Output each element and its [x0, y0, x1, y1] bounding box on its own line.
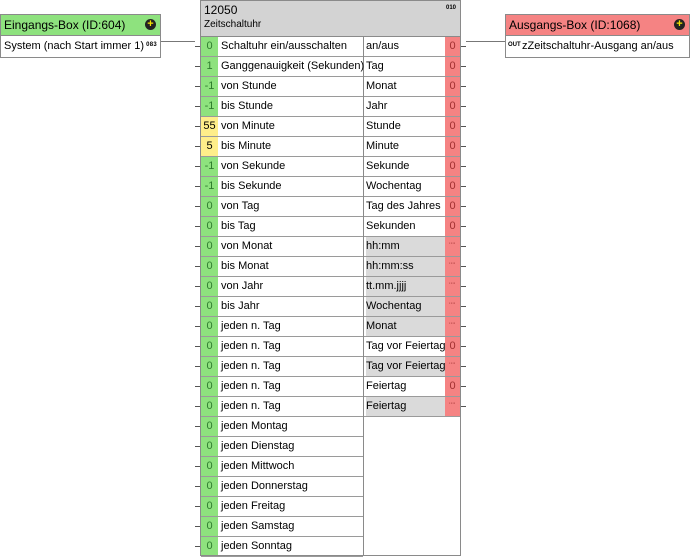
output-pin[interactable] — [461, 146, 466, 147]
input-value[interactable]: 0 — [206, 300, 213, 312]
output-pin[interactable] — [461, 106, 466, 107]
input-pin[interactable] — [195, 526, 200, 527]
input-value[interactable]: 1 — [206, 60, 213, 72]
logic-block[interactable] — [200, 0, 461, 556]
output-label: Tag — [366, 60, 384, 72]
input-row[interactable] — [201, 417, 363, 437]
input-row[interactable] — [201, 197, 363, 217]
output-value: 0 — [449, 60, 456, 72]
input-pin[interactable] — [195, 366, 200, 367]
input-box-row-label[interactable]: System (nach Start immer 1) — [4, 40, 144, 52]
output-pin[interactable] — [461, 46, 466, 47]
output-value: '''' — [449, 363, 456, 369]
input-label: jeden Samstag — [221, 520, 295, 532]
output-row[interactable] — [364, 257, 460, 277]
connector-block-to-output — [466, 41, 505, 42]
input-row[interactable] — [201, 257, 363, 277]
input-value[interactable]: 0 — [206, 540, 213, 552]
input-row[interactable] — [201, 477, 363, 497]
input-label: von Jahr — [221, 280, 264, 292]
input-label: von Sekunde — [221, 160, 286, 172]
output-value: '''' — [449, 243, 456, 249]
output-row[interactable] — [364, 297, 460, 317]
input-label: jeden Dienstag — [221, 440, 295, 452]
input-value[interactable]: 0 — [206, 500, 213, 512]
input-value[interactable]: 5 — [201, 137, 218, 156]
input-pin[interactable] — [195, 446, 200, 447]
output-value: 0 — [449, 160, 456, 172]
input-row[interactable] — [201, 57, 363, 77]
input-label: jeden Freitag — [221, 500, 286, 512]
output-pin[interactable] — [461, 166, 466, 167]
output-pin[interactable] — [461, 246, 466, 247]
output-pin[interactable] — [461, 66, 466, 67]
input-label: jeden n. Tag — [221, 360, 281, 372]
input-box[interactable] — [0, 14, 161, 58]
input-label: bis Minute — [221, 140, 272, 152]
input-row[interactable] — [201, 97, 363, 117]
output-row[interactable] — [364, 37, 460, 57]
output-value: '''' — [449, 303, 456, 309]
input-pin[interactable] — [195, 46, 200, 47]
input-row[interactable] — [201, 517, 363, 537]
output-row[interactable] — [364, 397, 460, 417]
output-label: Tag des Jahres — [366, 200, 441, 212]
input-box-header[interactable] — [1, 15, 160, 36]
input-label: bis Monat — [221, 260, 269, 272]
output-pin[interactable] — [461, 286, 466, 287]
output-row[interactable] — [364, 337, 460, 357]
input-label: von Stunde — [221, 80, 277, 92]
input-row[interactable] — [201, 317, 363, 337]
input-value[interactable]: 0 — [206, 260, 213, 272]
output-box-header[interactable] — [506, 15, 689, 36]
add-icon[interactable]: + — [145, 19, 156, 30]
output-row[interactable] — [364, 77, 460, 97]
input-label: Ganggenauigkeit (Sekunden) — [221, 60, 365, 72]
input-box-title: Eingangs-Box (ID:604) — [4, 18, 126, 32]
output-row[interactable] — [364, 217, 460, 237]
input-row[interactable] — [201, 437, 363, 457]
output-label: Feiertag — [366, 380, 407, 392]
input-row[interactable] — [201, 397, 363, 417]
output-value: 0 — [449, 100, 456, 112]
input-label: jeden Sonntag — [221, 540, 292, 552]
output-value: 0 — [449, 140, 456, 152]
output-row[interactable] — [364, 197, 460, 217]
output-row[interactable] — [364, 117, 460, 137]
output-label: Minute — [366, 140, 400, 152]
input-row[interactable] — [201, 497, 363, 517]
input-pin[interactable] — [195, 186, 200, 187]
input-value[interactable]: 0 — [206, 240, 213, 252]
input-row[interactable] — [201, 177, 363, 197]
output-pin[interactable] — [461, 366, 466, 367]
input-value[interactable]: 0 — [206, 460, 213, 472]
output-row[interactable] — [364, 177, 460, 197]
input-row[interactable] — [201, 37, 363, 57]
output-pin[interactable] — [461, 86, 466, 87]
input-value[interactable]: 0 — [206, 220, 213, 232]
input-pin[interactable] — [195, 166, 200, 167]
input-pin[interactable] — [195, 86, 200, 87]
output-row[interactable] — [364, 97, 460, 117]
input-pin[interactable] — [195, 266, 200, 267]
output-row[interactable] — [364, 377, 460, 397]
input-value[interactable]: 0 — [206, 40, 213, 52]
output-box-row-label[interactable]: zZeitschaltuhr-Ausgang an/aus — [522, 40, 674, 52]
input-value[interactable]: -1 — [204, 180, 215, 192]
input-pin[interactable] — [195, 406, 200, 407]
output-label: Feiertag — [366, 397, 445, 416]
output-pin[interactable] — [461, 406, 466, 407]
input-row[interactable] — [201, 217, 363, 237]
input-row[interactable] — [201, 137, 363, 157]
input-value[interactable]: 0 — [206, 280, 213, 292]
input-label: von Monat — [221, 240, 273, 252]
output-value: 0 — [449, 80, 456, 92]
input-value[interactable]: 0 — [206, 340, 213, 352]
output-value: 0 — [449, 40, 456, 52]
block-header[interactable] — [201, 1, 460, 37]
input-row[interactable] — [201, 277, 363, 297]
input-pin[interactable] — [195, 286, 200, 287]
output-label: Tag vor Feiertag — [366, 340, 445, 352]
input-pin[interactable] — [195, 306, 200, 307]
output-box-title: Ausgangs-Box (ID:1068) — [509, 18, 641, 32]
input-pin[interactable] — [195, 106, 200, 107]
output-pin[interactable] — [461, 226, 466, 227]
input-row[interactable] — [201, 537, 363, 557]
input-value[interactable]: 0 — [206, 480, 213, 492]
input-label: Schaltuhr ein/ausschalten — [221, 40, 347, 52]
output-row[interactable] — [364, 317, 460, 337]
input-value[interactable]: -1 — [204, 160, 215, 172]
input-pin[interactable] — [195, 126, 200, 127]
input-value[interactable]: 0 — [206, 380, 213, 392]
add-icon[interactable]: + — [674, 19, 685, 30]
input-value[interactable]: 0 — [206, 520, 213, 532]
input-row[interactable] — [201, 377, 363, 397]
input-pin[interactable] — [195, 226, 200, 227]
input-value[interactable]: -1 — [204, 80, 215, 92]
input-pin[interactable] — [195, 326, 200, 327]
input-label: bis Stunde — [221, 100, 273, 112]
connector-input-to-block — [161, 41, 195, 42]
input-row[interactable] — [201, 77, 363, 97]
input-value[interactable]: 0 — [206, 200, 213, 212]
input-box-tag: 083 — [146, 42, 157, 48]
output-label: Tag vor Feiertag — [366, 357, 445, 376]
output-label: Wochentag — [366, 180, 422, 192]
input-label: jeden Donnerstag — [221, 480, 308, 492]
input-label: bis Tag — [221, 220, 256, 232]
output-row[interactable] — [364, 277, 460, 297]
output-label: hh:mm:ss — [366, 257, 445, 276]
output-label: Wochentag — [366, 297, 445, 316]
output-label: Sekunden — [366, 220, 416, 232]
input-pin[interactable] — [195, 426, 200, 427]
input-row[interactable] — [201, 237, 363, 257]
input-value[interactable]: 55 — [201, 117, 218, 136]
input-pin[interactable] — [195, 466, 200, 467]
input-value[interactable]: -1 — [204, 100, 215, 112]
input-pin[interactable] — [195, 546, 200, 547]
input-label: jeden n. Tag — [221, 400, 281, 412]
output-value: 0 — [449, 180, 456, 192]
output-row[interactable] — [364, 157, 460, 177]
output-label: Monat — [366, 80, 397, 92]
output-value: 0 — [449, 200, 456, 212]
input-pin[interactable] — [195, 486, 200, 487]
input-label: bis Sekunde — [221, 180, 282, 192]
output-value: '''' — [449, 403, 456, 409]
input-pin[interactable] — [195, 246, 200, 247]
input-label: jeden n. Tag — [221, 340, 281, 352]
input-value[interactable]: 0 — [206, 320, 213, 332]
output-row[interactable] — [364, 137, 460, 157]
output-pin[interactable] — [461, 326, 466, 327]
input-label: jeden n. Tag — [221, 380, 281, 392]
input-label: jeden Mittwoch — [221, 460, 295, 472]
output-value: 0 — [449, 220, 456, 232]
output-row[interactable] — [364, 57, 460, 77]
input-pin[interactable] — [195, 66, 200, 67]
input-row[interactable] — [201, 457, 363, 477]
output-value: 0 — [449, 380, 456, 392]
output-value: 0 — [449, 120, 456, 132]
input-label: jeden Montag — [221, 420, 288, 432]
output-pin[interactable] — [461, 346, 466, 347]
block-id: 12050 — [204, 3, 238, 17]
output-pin[interactable] — [461, 306, 466, 307]
output-value: '''' — [449, 323, 456, 329]
input-value[interactable]: 0 — [206, 420, 213, 432]
input-pin[interactable] — [195, 506, 200, 507]
output-row[interactable] — [364, 357, 460, 377]
input-pin[interactable] — [195, 386, 200, 387]
output-value: '''' — [449, 283, 456, 289]
output-value: 0 — [449, 340, 456, 352]
output-row[interactable] — [364, 237, 460, 257]
input-value[interactable]: 0 — [206, 400, 213, 412]
output-pin[interactable] — [461, 186, 466, 187]
input-label: von Tag — [221, 200, 260, 212]
input-row[interactable] — [201, 157, 363, 177]
input-pin[interactable] — [195, 206, 200, 207]
input-row[interactable] — [201, 117, 363, 137]
output-pin[interactable] — [461, 126, 466, 127]
input-label: bis Jahr — [221, 300, 260, 312]
input-label: von Minute — [221, 120, 275, 132]
output-label: Monat — [366, 317, 445, 336]
output-label: tt.mm.jjjj — [366, 277, 445, 296]
block-name: Zeitschaltuhr — [204, 19, 262, 30]
output-label: Jahr — [366, 100, 388, 112]
output-box[interactable] — [505, 14, 690, 58]
input-value[interactable]: 0 — [206, 360, 213, 372]
output-pin[interactable] — [461, 206, 466, 207]
input-value[interactable]: 0 — [206, 440, 213, 452]
output-label: an/aus — [366, 40, 400, 52]
block-tag: 010 — [445, 5, 456, 11]
output-box-tag: OUT — [508, 42, 521, 48]
input-row[interactable] — [201, 357, 363, 377]
output-pin[interactable] — [461, 386, 466, 387]
input-pin[interactable] — [195, 146, 200, 147]
output-pin[interactable] — [461, 266, 466, 267]
input-row[interactable] — [201, 297, 363, 317]
input-pin[interactable] — [195, 346, 200, 347]
input-row[interactable] — [201, 337, 363, 357]
input-label: jeden n. Tag — [221, 320, 281, 332]
output-label: Stunde — [366, 120, 401, 132]
output-label: hh:mm — [366, 237, 445, 256]
output-value: '''' — [449, 263, 456, 269]
output-label: Sekunde — [366, 160, 410, 172]
